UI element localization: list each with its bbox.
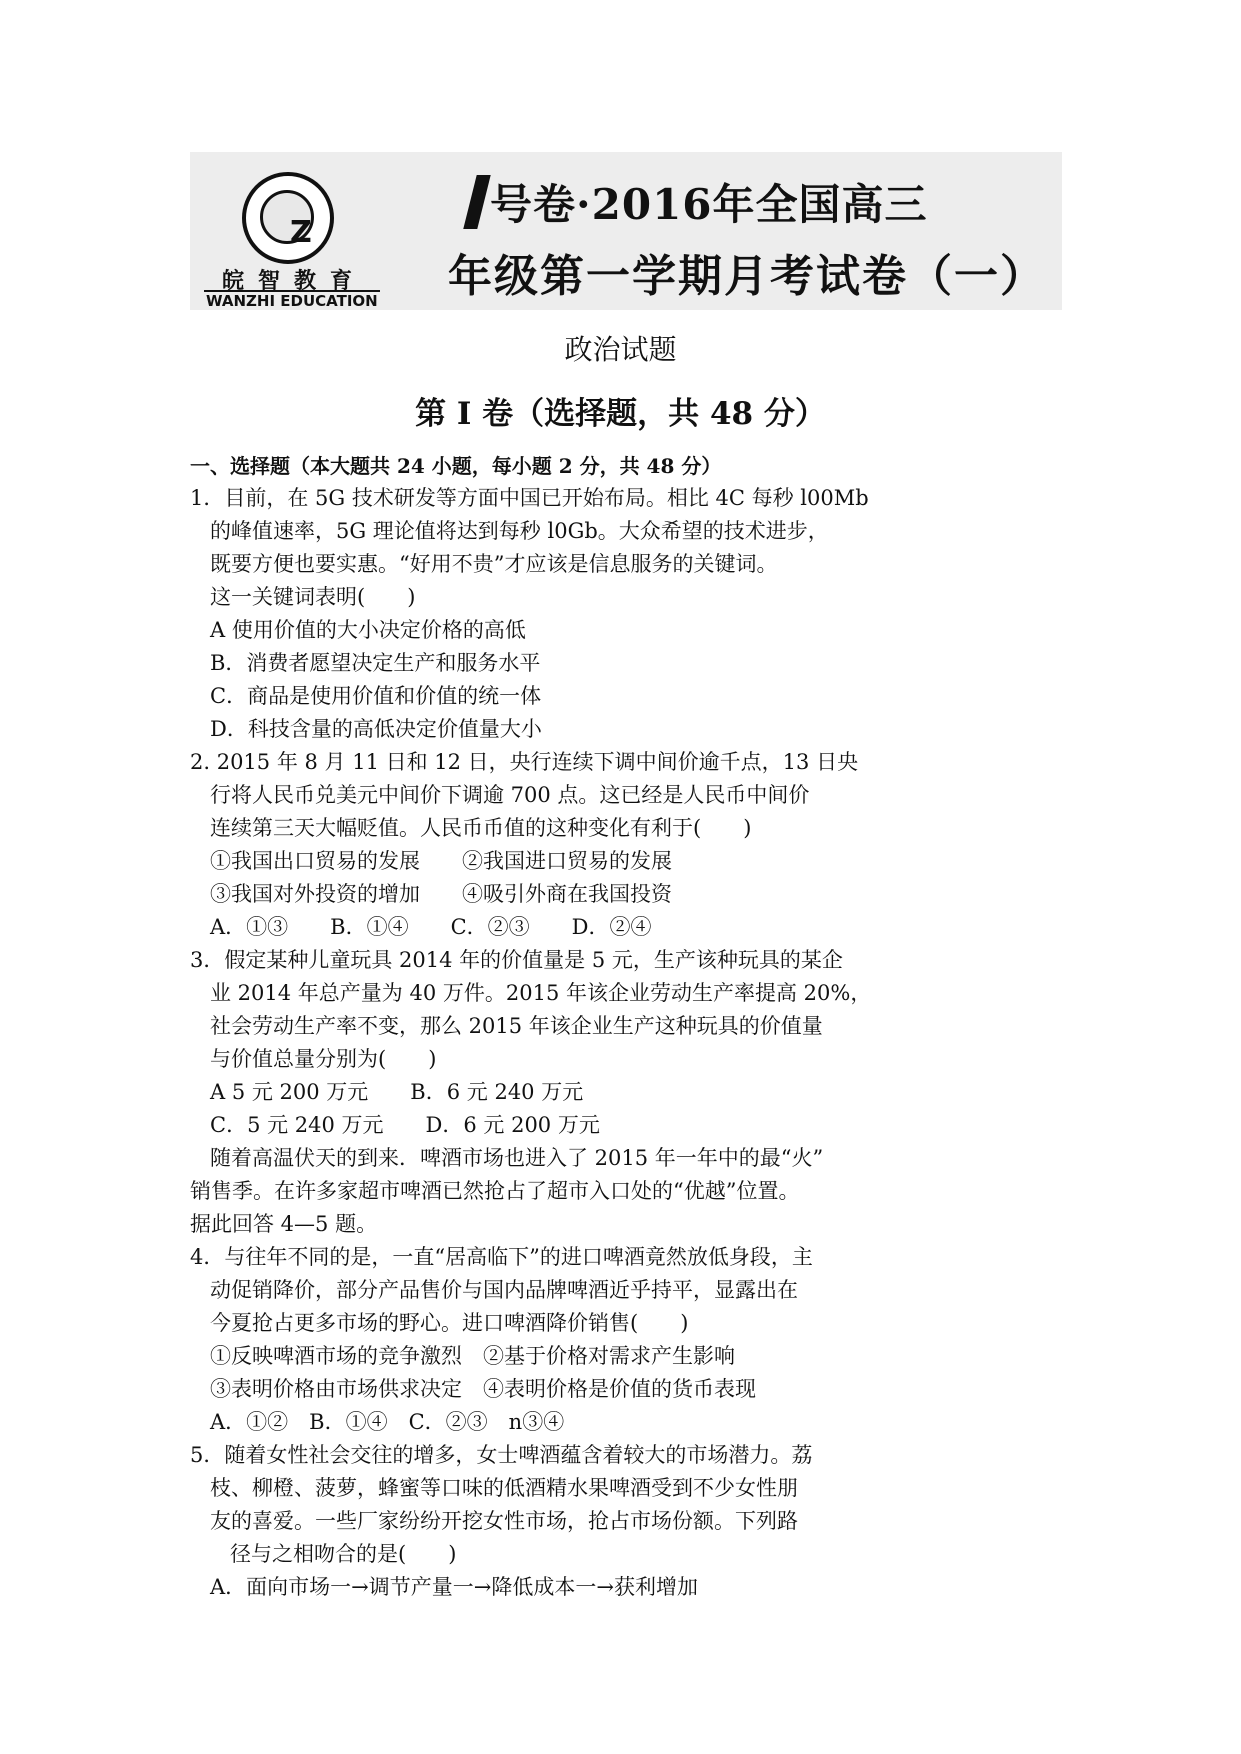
logo-english-name: WANZHI EDUCATION [206, 292, 378, 310]
option-line: A 5 元 200 万元 B．6 元 240 万元 [210, 1080, 584, 1104]
option-line: A．①③ B．①④ C．②③ D．②④ [210, 915, 652, 939]
text-line: 业 2014 年总产量为 40 万件。2015 年该企业劳动生产率提高 20%， [210, 981, 872, 1005]
text-line: ③我国对外投资的增加 ④吸引外商在我国投资 [210, 882, 672, 906]
volume-title: 第 I 卷（选择题，共 48 分） [415, 396, 826, 432]
text-line: ①我国出口贸易的发展 ②我国进口贸易的发展 [210, 849, 672, 873]
text-line: 既要方便也要实惠。“好用不贵”才应该是信息服务的关键词。 [210, 552, 778, 576]
option-line: D．科技含量的高低决定价值量大小 [210, 717, 542, 741]
logo-chinese-name: 皖智教育 [222, 268, 367, 294]
text-line: ③表明价格由市场供求决定 ④表明价格是价值的货币表现 [210, 1377, 756, 1401]
option-line: C．5 元 240 万元 D．6 元 200 万元 [210, 1113, 600, 1137]
text-line: 连续第三天大幅贬值。人民币币值的这种变化有利于( ) [210, 816, 752, 840]
text-line: 的峰值速率，5G 理论值将达到每秒 l0Gb。大众希望的技术进步， [210, 519, 829, 543]
wanzhi-logo-icon: Z [242, 172, 334, 264]
section-title: 一、选择题（本大题共 24 小题，每小题 2 分，共 48 分） [190, 454, 722, 478]
text-line: 动促销降价，部分产品售价与国内品牌啤酒近乎持平，显露出在 [210, 1278, 798, 1302]
option-line: C．商品是使用价值和价值的统一体 [210, 684, 542, 708]
text-line: 与价值总量分别为( ) [210, 1047, 437, 1071]
option-line: A 使用价值的大小决定价格的高低 [210, 618, 526, 642]
text-line: 据此回答 4—5 题。 [190, 1212, 378, 1236]
text-line: 1．目前，在 5G 技术研发等方面中国已开始布局。相比 4C 每秒 l00Mb [190, 486, 869, 510]
text-line: 5．随着女性社会交往的增多，女士啤酒蕴含着较大的市场潜力。荔 [190, 1443, 813, 1467]
text-line: 销售季。在许多家超市啤酒已然抢占了超市入口处的“优越”位置。 [190, 1179, 800, 1203]
text-line: 4．与往年不同的是，一直“居高临下”的进口啤酒竟然放低身段，主 [190, 1245, 813, 1269]
option-line: A．面向市场一→调节产量一→降低成本一→获利增加 [210, 1575, 698, 1599]
text-line: 社会劳动生产率不变，那么 2015 年该企业生产这种玩具的价值量 [210, 1014, 823, 1038]
option-line: A．①② B．①④ C．②③ n③④ [210, 1410, 565, 1434]
text-line: ①反映啤酒市场的竞争激烈 ②基于价格对需求产生影响 [210, 1344, 735, 1368]
text-line: 3．假定某种儿童玩具 2014 年的价值量是 5 元，生产该种玩具的某企 [190, 948, 843, 972]
number-one-mark [463, 175, 490, 229]
option-line: B．消费者愿望决定生产和服务水平 [210, 651, 541, 675]
text-line: 行将人民币兑美元中间价下调逾 700 点。这已经是人民币中间价 [210, 783, 810, 807]
text-line: 这一关键词表明( ) [210, 585, 416, 609]
text-line: 径与之相吻合的是( ) [230, 1542, 457, 1566]
banner-title-line1: 号卷·2016年全国高三 [470, 172, 928, 232]
text-line: 友的喜爱。一些厂家纷纷开挖女性市场，抢占市场份额。下列路 [210, 1509, 798, 1533]
text-line: 2. 2015 年 8 月 11 日和 12 日，央行连续下调中间价逾千点，13 日央 [190, 750, 859, 774]
text-line: 今夏抢占更多市场的野心。进口啤酒降价销售( ) [210, 1311, 689, 1335]
text-line: 随着高温伏天的到来．啤酒市场也进入了 2015 年一年中的最“火” [210, 1146, 824, 1170]
subject-title: 政治试题 [564, 333, 677, 366]
text-line: 枝、柳橙、菠萝，蜂蜜等口味的低酒精水果啤酒受到不少女性朋 [210, 1476, 798, 1500]
header-banner [190, 152, 1062, 310]
banner-title-line2: 年级第一学期月考试卷（一） [448, 251, 1046, 302]
